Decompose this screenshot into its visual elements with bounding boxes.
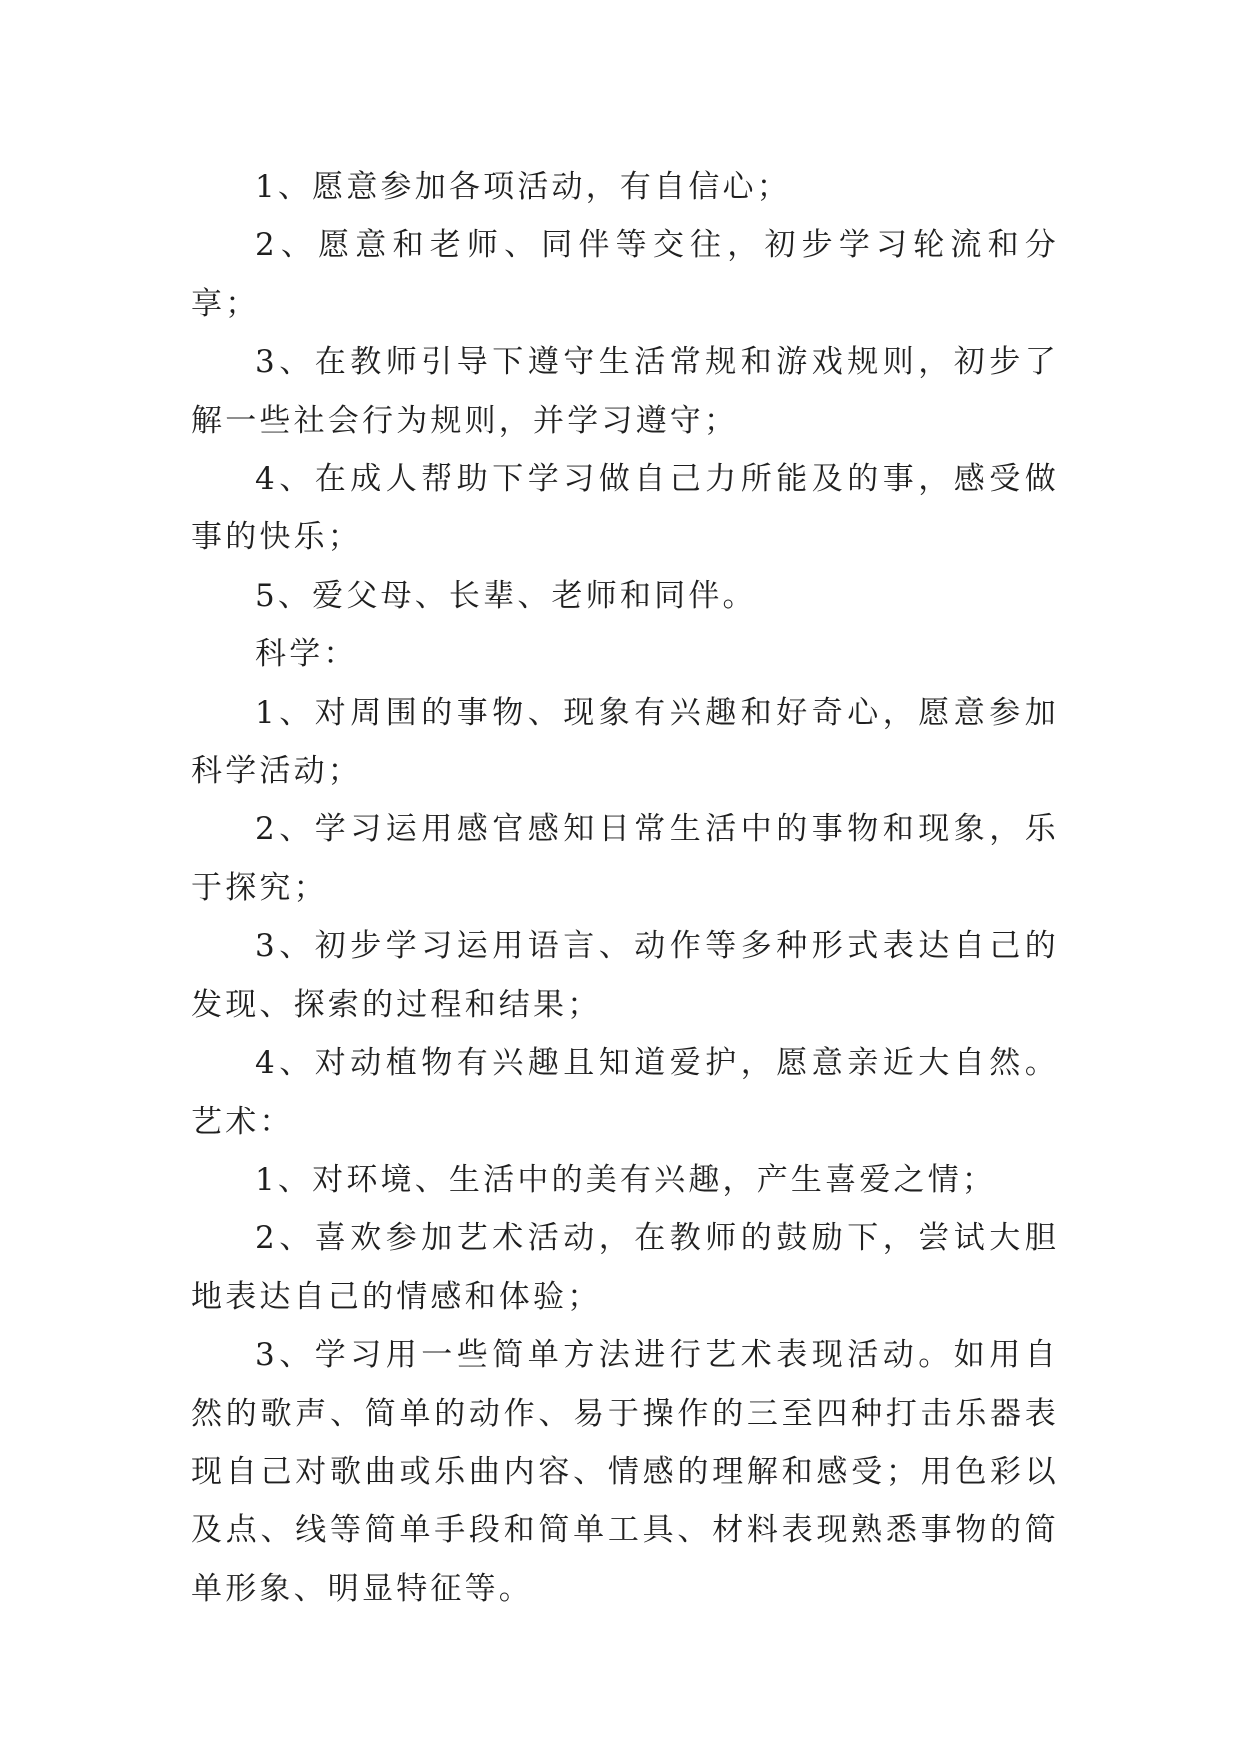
document-body bbox=[191, 158, 1059, 1618]
paragraph-science-1: 1、对周围的事物、现象有兴趣和好奇心，愿意参加科学活动； bbox=[191, 694, 1059, 790]
paragraph-science-3: 3、初步学习运用语言、动作等多种形式表达自己的发现、探索的过程和结果； bbox=[191, 928, 1059, 1023]
paragraph-social-3: 3、在教师引导下遵守生活常规和游戏规则，初步了解一些社会行为规则，并学习遵守； bbox=[191, 344, 1059, 439]
paragraph-social-2: 2、愿意和老师、同伴等交往，初步学习轮流和分享； bbox=[191, 227, 1059, 322]
section-heading-science: 科学： bbox=[255, 636, 358, 673]
paragraph-science-4: 4、对动植物有兴趣且知道爱护，愿意亲近大自然。艺术： bbox=[191, 1045, 1059, 1140]
paragraph-art-2: 2、喜欢参加艺术活动，在教师的鼓励下，尝试大胆地表达自己的情感和体验； bbox=[191, 1220, 1059, 1315]
paragraph-social-1: 1、愿意参加各项活动，有自信心； bbox=[255, 169, 791, 205]
paragraph-social-4: 4、在成人帮助下学习做自己力所能及的事，感受做事的快乐； bbox=[191, 461, 1059, 556]
paragraph-science-2: 2、学习运用感官感知日常生活中的事物和现象，乐于探究； bbox=[191, 811, 1059, 906]
paragraph-art-3: 3、学习用一些简单方法进行艺术表现活动。如用自然的歌声、简单的动作、易于操作的三至四种打击乐器表现自己对歌曲或乐曲内容、情感的理解和感受；用色彩以及点、线等简单手段和简单工具、材料表现熟悉事物的简单形象、明显特征等。 bbox=[191, 1337, 1059, 1607]
paragraph-social-5: 5、爱父母、长辈、老师和同伴。 bbox=[255, 577, 757, 614]
paragraph-art-1: 1、对环境、生活中的美有兴趣，产生喜爱之情； bbox=[255, 1161, 997, 1198]
